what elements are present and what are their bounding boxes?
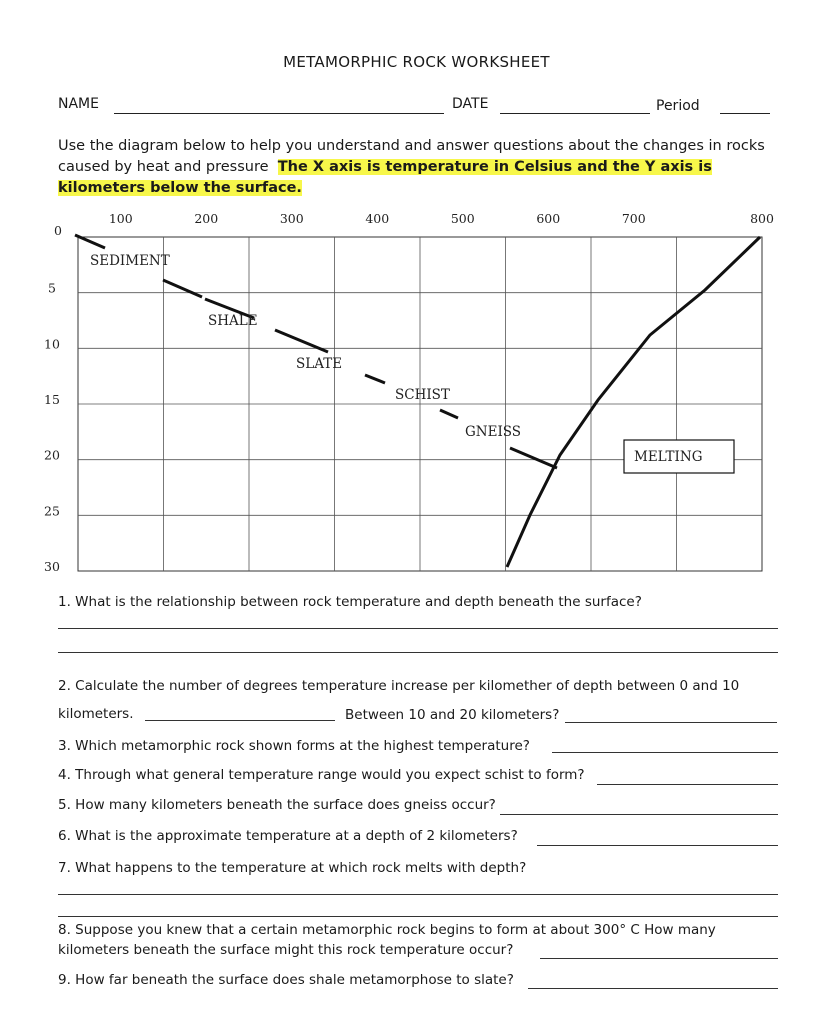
instructions-text: Use the diagram below to help you understand and answer questions about the changes in rocks caused by heat and pressure (58, 138, 765, 175)
answer-line[interactable] (565, 722, 777, 723)
y-tick-label: 30 (44, 559, 60, 574)
melting-label: MELTING (634, 449, 703, 465)
y-tick-label: 15 (44, 392, 60, 407)
sequence-segment (440, 410, 458, 418)
period-field[interactable] (720, 113, 770, 114)
x-tick-label: 400 (365, 211, 390, 226)
x-tick-label: 100 (108, 211, 133, 226)
melting-curve (507, 237, 760, 567)
sequence-segment (510, 448, 557, 468)
x-tick-label: 600 (536, 211, 561, 226)
y-axis-ticks (44, 223, 62, 574)
question-9: 9. How far beneath the surface does shale metamorphose to slate? (58, 972, 514, 988)
x-tick-label: 500 (450, 211, 475, 226)
question-6: 6. What is the approximate temperature at a depth of 2 kilometers? (58, 828, 518, 844)
answer-line[interactable] (528, 988, 778, 989)
question-1: 1. What is the relationship between rock temperature and depth beneath the surface? (58, 594, 642, 610)
answer-line[interactable] (540, 958, 778, 959)
answer-line[interactable] (597, 784, 778, 785)
rock-label-sediment: SEDIMENT (90, 253, 170, 269)
y-tick-label: 0 (54, 223, 62, 238)
rock-label-shale: SHALE (208, 313, 258, 329)
x-tick-label: 800 (750, 211, 774, 226)
question-5: 5. How many kilometers beneath the surface does gneiss occur? (58, 797, 496, 813)
x-tick-label: 200 (194, 211, 219, 226)
rock-label-gneiss: GNEISS (465, 424, 522, 440)
x-axis-ticks (109, 211, 774, 226)
answer-line[interactable] (552, 752, 778, 753)
question-2b: Between 10 and 20 kilometers? (345, 707, 560, 723)
question-8: 8. Suppose you knew that a certain metamorphic rock begins to form at about 300° C How many (58, 922, 716, 938)
name-field[interactable] (114, 113, 444, 114)
period-label: Period (656, 98, 700, 114)
answer-line[interactable] (145, 720, 335, 721)
question-4: 4. Through what general temperature range would you expect schist to form? (58, 767, 585, 783)
date-label: DATE (452, 96, 489, 112)
instructions (58, 136, 788, 199)
rock-label-slate: SLATE (296, 356, 343, 372)
question-7: 7. What happens to the temperature at which rock melts with depth? (58, 860, 527, 876)
y-tick-label: 25 (44, 503, 60, 519)
answer-line[interactable] (58, 628, 778, 629)
answer-line[interactable] (537, 845, 778, 846)
answer-line[interactable] (58, 916, 778, 917)
question-2: 2. Calculate the number of degrees temperature increase per kilomether of depth between 0 and 10 (58, 678, 740, 694)
name-label: NAME (58, 96, 99, 112)
axis-note-highlight: The X axis is temperature in Celsius and the Y axis is kilometers below the surface. (58, 159, 712, 196)
y-tick-label: 20 (44, 447, 60, 463)
answer-line[interactable] (58, 894, 778, 895)
x-tick-label: 300 (279, 211, 304, 226)
x-tick-label: 700 (621, 211, 646, 226)
answer-line[interactable] (58, 652, 778, 653)
sequence-segment (163, 280, 202, 297)
rock-diagram (0, 205, 833, 580)
rock-label-schist: SCHIST (395, 387, 450, 403)
y-tick-label: 10 (44, 336, 60, 352)
y-tick-label: 5 (48, 280, 56, 296)
question-2-continued: kilometers. (58, 706, 134, 722)
date-field[interactable] (500, 113, 650, 114)
sequence-segment (365, 375, 385, 383)
answer-line[interactable] (500, 814, 778, 815)
question-3: 3. Which metamorphic rock shown forms at the highest temperature? (58, 738, 530, 754)
question-8-continued: kilometers beneath the surface might this rock temperature occur? (58, 942, 514, 958)
worksheet-title: METAMORPHIC ROCK WORKSHEET (283, 53, 550, 71)
